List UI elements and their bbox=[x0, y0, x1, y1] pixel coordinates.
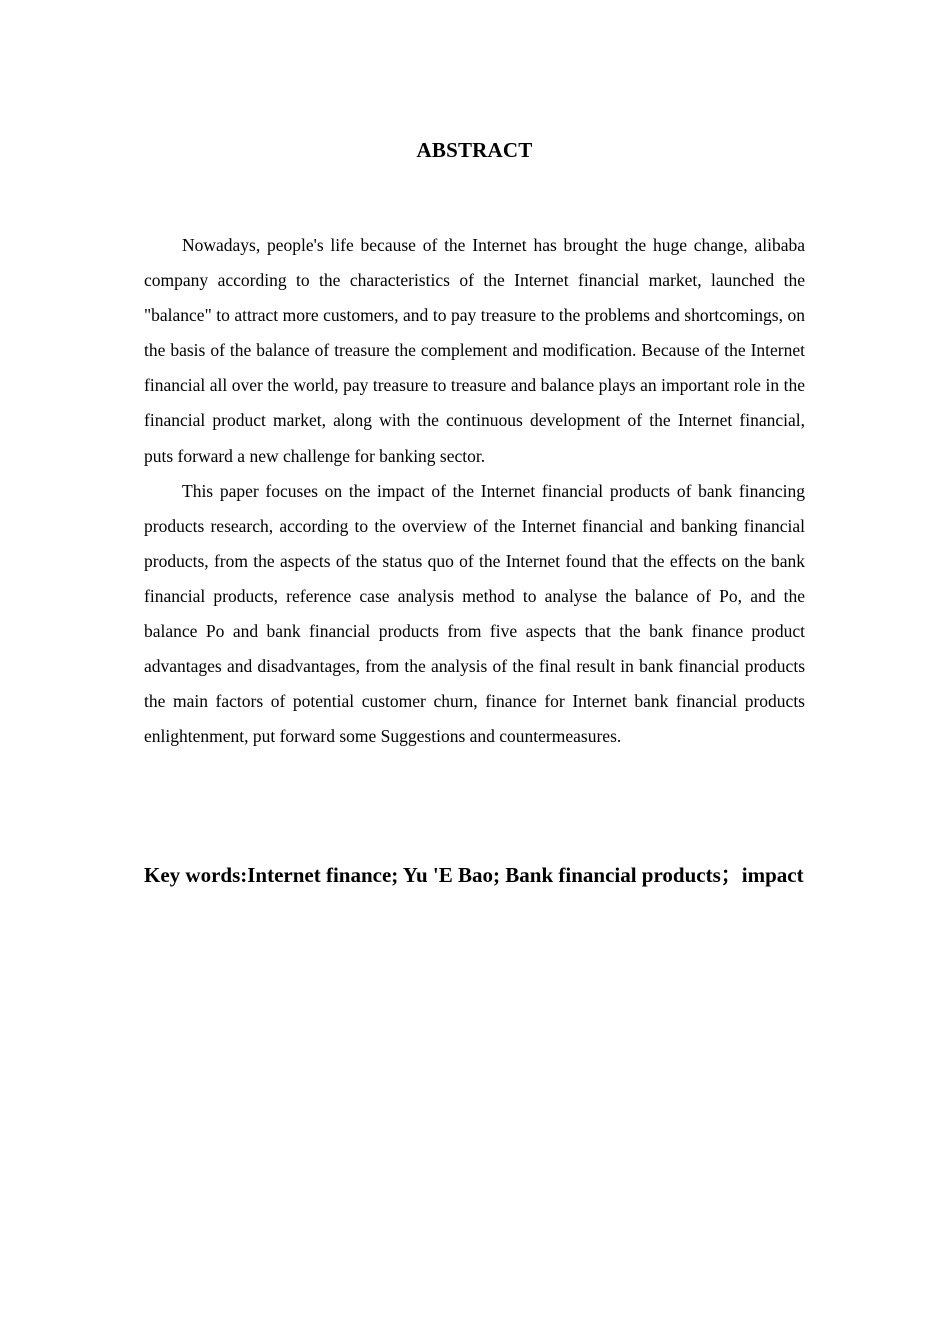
abstract-title: ABSTRACT bbox=[416, 138, 533, 162]
abstract-body bbox=[144, 228, 805, 754]
abstract-paragraph-1: Nowadays, people's life because of the Internet has brought the huge change, alibaba company according to the characteristics of the Internet financial market, launched the "balance" to attract more customers, and to pay treasure to the problems and shortcomings, on the basis of the balance of treasure the complement and modification. Because of the Internet financial all over the world, pay treasure to treasure and balance plays an important role in the financial product market, along with the continuous development of the Internet financial, puts forward a new challenge for banking sector. bbox=[144, 235, 805, 466]
keywords-line: Key words:Internet finance; Yu 'E Bao; Bank financial products；impact bbox=[144, 863, 804, 887]
abstract-paragraph-2: This paper focuses on the impact of the Internet financial products of bank financing products research, according to the overview of the Internet financial and banking financial products, from the aspects of the status quo of the Internet found that the effects on the bank financial products, reference case analysis method to analyse the balance of Po, and the balance Po and bank financial products from five aspects that the bank finance product advantages and disadvantages, from the analysis of the final result in bank financial products the main factors of potential customer churn, finance for Internet bank financial products enlightenment, put forward some Suggestions and countermeasures. bbox=[144, 480, 805, 747]
